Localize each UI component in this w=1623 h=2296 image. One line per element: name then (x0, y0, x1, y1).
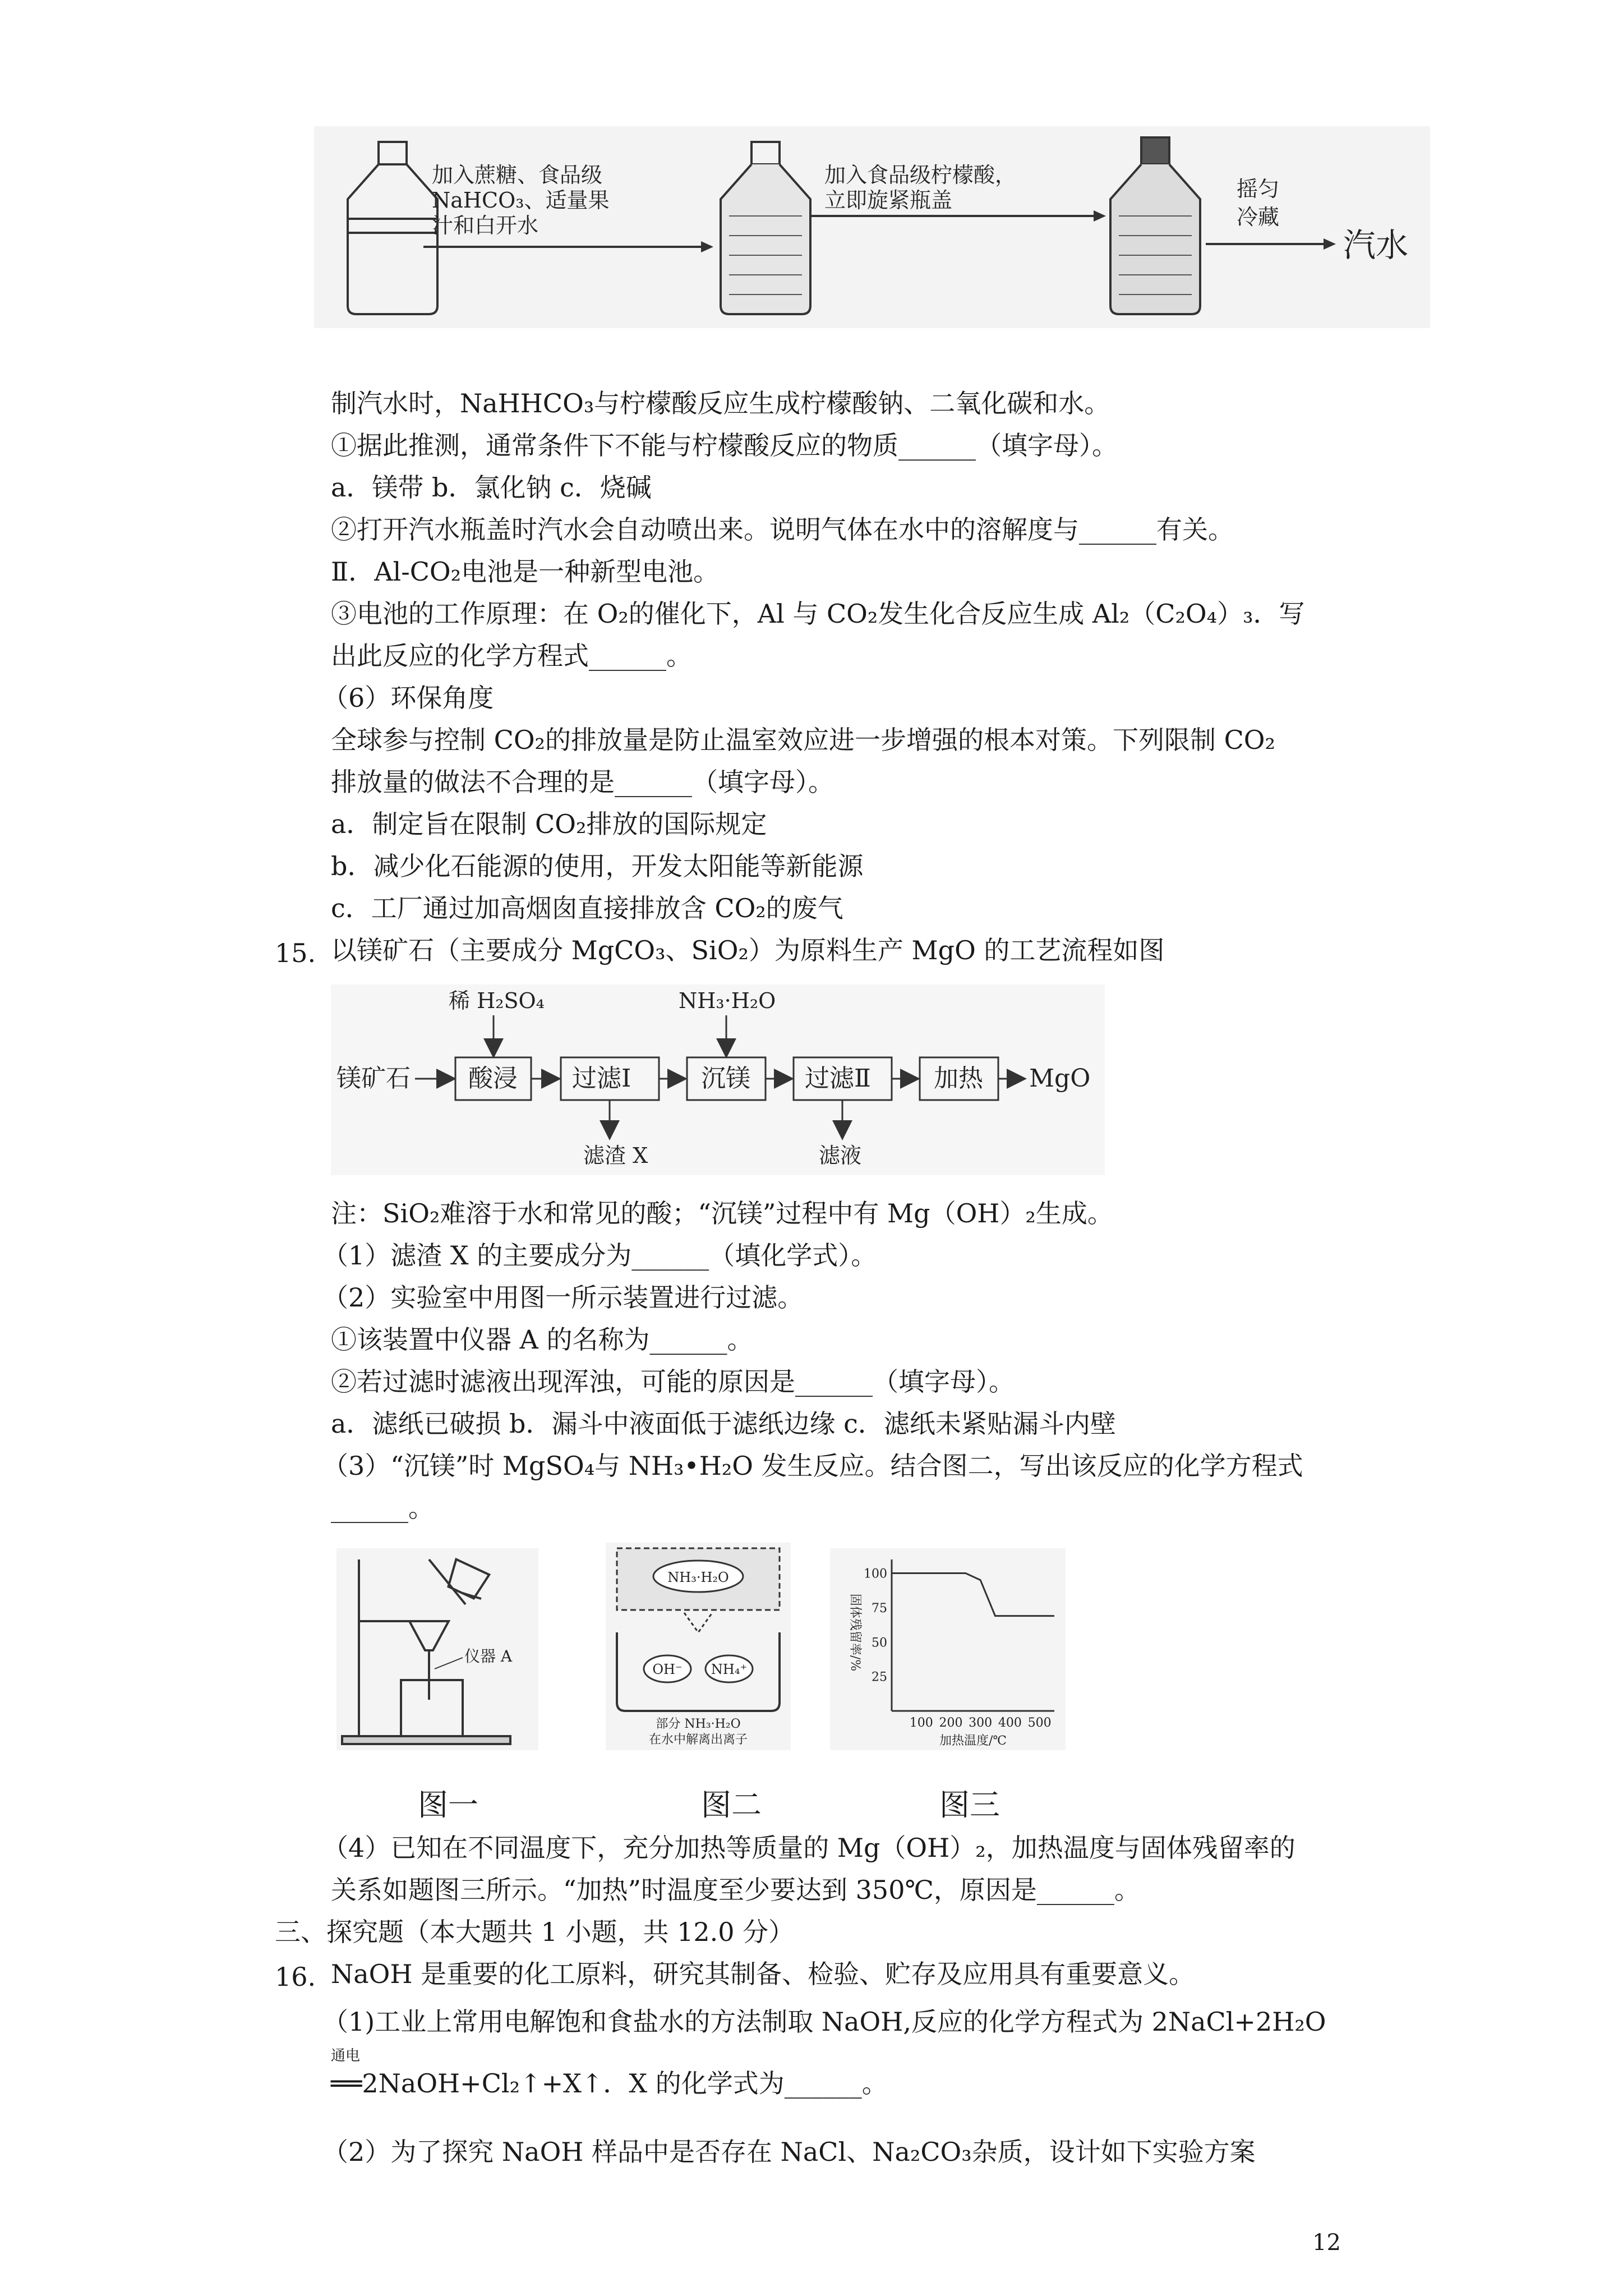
figure-caption: 图三 (939, 1787, 1000, 1823)
x-axis-label: 加热温度/℃ (939, 1734, 1007, 1748)
text-line: （4）已知在不同温度下，充分加热等质量的 Mg（OH）₂，加热温度与固体残留率的 (322, 1833, 1295, 1863)
x-tick-label: 400 (998, 1716, 1022, 1730)
text-line: ①该装置中仪器 A 的名称为______。 (331, 1324, 753, 1355)
question-number: 15. (275, 938, 316, 968)
arrow1-line1: 加入蔗糖、食品级 (432, 163, 603, 187)
flow-product-label: MgO (1029, 1064, 1091, 1093)
x-tick-label: 300 (969, 1716, 993, 1730)
y-tick-label: 75 (872, 1601, 887, 1616)
text-line: a．制定旨在限制 CO₂排放的国际规定 (331, 809, 767, 839)
figure2-ionization-diagram (606, 1543, 791, 1750)
text-line: （1)工业上常用电解饱和食盐水的方法制取 NaOH,反应的化学方程式为 2NaCl+2H₂O (322, 2007, 1326, 2037)
question-16-stem: NaOH 是重要的化工原料，研究其制备、检验、贮存及应用具有重要意义。 (331, 1959, 1195, 1989)
hydroxide-ion-label: OH⁻ (652, 1662, 683, 1677)
text-line: 注：SiO₂难溶于水和常见的酸；“沉镁”过程中有 Mg（OH）₂生成。 (331, 1198, 1113, 1228)
text-line: ②若过滤时滤液出现浑浊，可能的原因是______（填字母）。 (331, 1366, 1015, 1397)
text-line: ______。 (331, 1493, 434, 1523)
flow-waste2-label: 滤液 (819, 1143, 862, 1168)
text-line: ①据此推测，通常条件下不能与柠檬酸反应的物质______（填字母）。 (331, 430, 1118, 461)
text-line: （3）“沉镁”时 MgSO₄与 NH₃•H₂O 发生反应。结合图二，写出该反应的化学方程式 (322, 1451, 1303, 1481)
flow-step-label: 酸浸 (468, 1064, 518, 1093)
figure1-filtration-apparatus (336, 1548, 538, 1750)
arrow1-line3: 汁和白开水 (432, 213, 539, 238)
text-line: 排放量的做法不合理的是______（填字母）。 (331, 767, 834, 797)
arrow3-line1: 摇匀 (1237, 177, 1280, 201)
flow-step-label: 过滤Ⅰ (572, 1064, 631, 1093)
flow-step-label: 加热 (934, 1064, 983, 1093)
text-line: a．滤纸已破损 b．漏斗中液面低于滤纸边缘 c．滤纸未紧贴漏斗内壁 (331, 1409, 1116, 1439)
x-tick-label: 100 (909, 1716, 933, 1730)
text-line: 制汽水时，NaHHCO₃与柠檬酸反应生成柠檬酸钠、二氧化碳和水。 (331, 388, 1110, 418)
text-line: ③电池的工作原理：在 O₂的催化下，Al 与 CO₂发生化合反应生成 Al₂（C₂O₄）₃．写 (331, 599, 1305, 629)
text-line: a．镁带 b．氯化钠 c．烧碱 (331, 472, 652, 503)
flow-step-label: 过滤Ⅱ (805, 1064, 871, 1093)
question-15-stem: 以镁矿石（主要成分 MgCO₃、SiO₂）为原料生产 MgO 的工艺流程如图 (331, 935, 1165, 965)
soda-process-figure (314, 126, 1430, 328)
y-tick-label: 100 (864, 1567, 887, 1581)
x-tick-label: 500 (1027, 1716, 1052, 1730)
electrolysis-condition-label: 通电 (331, 2047, 361, 2064)
molecule-label: NH₃·H₂O (667, 1570, 729, 1585)
arrow2-line2: 立即旋紧瓶盖 (824, 188, 953, 213)
figure-caption: 图一 (418, 1787, 478, 1823)
page-number: 12 (1312, 2230, 1341, 2256)
text-line: （2）实验室中用图一所示装置进行过滤。 (322, 1282, 804, 1313)
y-tick-label: 25 (872, 1670, 887, 1685)
text-line: （6）环保角度 (322, 683, 494, 713)
y-axis-label: 固体残留率/% (848, 1593, 862, 1672)
text-line: （1）滤渣 X 的主要成分为______（填化学式）。 (322, 1240, 877, 1271)
section-heading: 三、探究题（本大题共 1 小题，共 12.0 分） (275, 1917, 795, 1947)
text-line: c．工厂通过加高烟囱直接排放含 CO₂的废气 (331, 893, 843, 923)
text-line: ②打开汽水瓶盖时汽水会自动喷出来。说明气体在水中的溶解度与______有关。 (331, 514, 1234, 545)
text-line: 出此反应的化学方程式______。 (331, 641, 692, 671)
flow-input-label: 镁矿石 (336, 1064, 411, 1093)
arrow2-line1: 加入食品级柠檬酸， (824, 163, 1017, 187)
question-number: 16. (275, 1962, 316, 1992)
y-tick-label: 50 (872, 1636, 887, 1650)
arrow1-line2: NaHCO₃、适量果 (432, 188, 610, 213)
fig2-caption-line: 部分 NH₃·H₂O (656, 1717, 741, 1731)
flow-step-label: 沉镁 (701, 1064, 750, 1093)
text-line: 全球参与控制 CO₂的排放量是防止温室效应进一步增强的根本对策。下列限制 CO₂ (331, 725, 1275, 755)
ammonium-ion-label: NH₄⁺ (711, 1662, 748, 1677)
figure3-residue-chart (830, 1548, 1066, 1750)
text-line: b．减少化石能源的使用，开发太阳能等新能源 (331, 851, 864, 881)
instrument-a-label: 仪器 A (464, 1647, 513, 1665)
fig2-caption-line: 在水中解离出离子 (648, 1733, 748, 1747)
text-line: （2）为了探究 NaOH 样品中是否存在 NaCl、Na₂CO₃杂质，设计如下实验方案 (322, 2137, 1256, 2167)
arrow3-line2: 冷藏 (1237, 205, 1280, 229)
flow-waste1-label: 滤渣 X (583, 1143, 648, 1168)
flow-reagent2-label: NH₃·H₂O (679, 988, 776, 1013)
flow-reagent1-label: 稀 H₂SO₄ (449, 988, 545, 1013)
figure-caption: 图二 (701, 1787, 762, 1823)
text-line: ══2NaOH+Cl₂↑+X↑．X 的化学式为______。 (331, 2068, 888, 2099)
soda-product-label: 汽水 (1343, 226, 1409, 264)
mgo-process-flowchart (331, 984, 1105, 1175)
x-tick-label: 200 (939, 1716, 963, 1730)
text-line: Ⅱ．Al-CO₂电池是一种新型电池。 (331, 556, 720, 587)
text-line: 关系如题图三所示。“加热”时温度至少要达到 350℃，原因是______。 (331, 1875, 1140, 1905)
